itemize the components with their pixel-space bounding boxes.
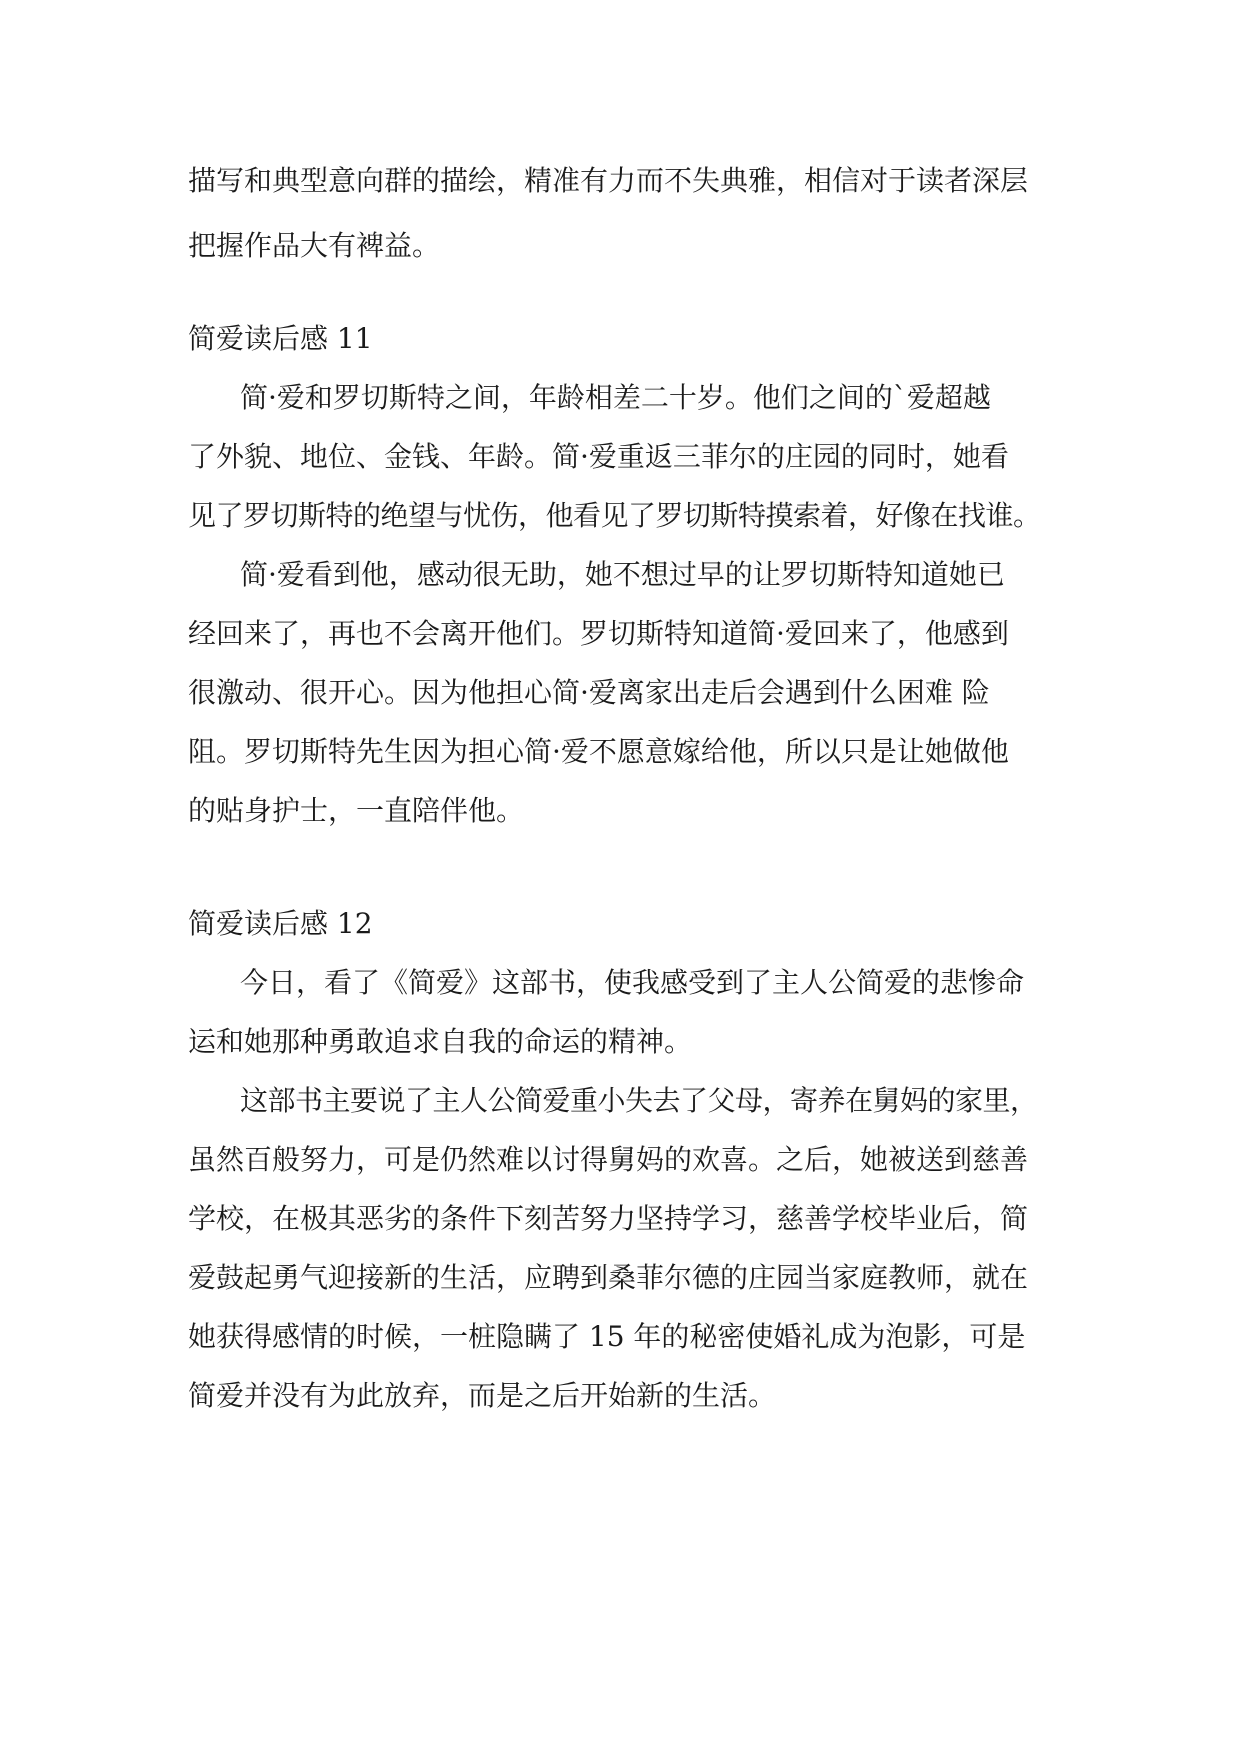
section-12-title: 简爱读后感 12 [188, 907, 373, 940]
s12-p2-line-2: 虽然百般努力，可是仍然难以讨得舅妈的欢喜。之后，她被送到慈善 [188, 1143, 1029, 1176]
s11-p1-line-1: 简·爱和罗切斯特之间，年龄相差二十岁。他们之间的`爱超越 [240, 381, 991, 414]
s11-p2-line-1: 简·爱看到他，感动很无助，她不想过早的让罗切斯特知道她已 [240, 558, 1005, 591]
s11-p1-line-3: 见了罗切斯特的绝望与忧伤，他看见了罗切斯特摸索着，好像在找谁。 [188, 499, 1041, 532]
s12-p2-line-3: 学校，在极其恶劣的条件下刻苦努力坚持学习，慈善学校毕业后，简 [188, 1202, 1029, 1235]
s12-p2-line-1: 这部书主要说了主人公简爱重小失去了父母，寄养在舅妈的家里， [240, 1084, 1038, 1117]
intro-line-2: 把握作品大有裨益。 [188, 229, 441, 262]
s11-p2-line-5: 的贴身护士，一直陪伴他。 [188, 794, 525, 827]
s11-p2-line-3: 很激动、很开心。因为他担心简·爱离家出走后会遇到什么困难 险 [188, 676, 990, 709]
s11-p1-line-2: 了外貌、地位、金钱、年龄。简·爱重返三菲尔的庄园的同时，她看 [188, 440, 1009, 473]
s12-p1-line-2: 运和她那种勇敢追求自我的命运的精神。 [188, 1025, 693, 1058]
s12-p2-line-4: 爱鼓起勇气迎接新的生活，应聘到桑菲尔德的庄园当家庭教师，就在 [188, 1261, 1029, 1294]
s11-p2-line-4: 阻。罗切斯特先生因为担心简·爱不愿意嫁给他，所以只是让她做他 [188, 735, 1009, 768]
s12-p2-line-5: 她获得感情的时候，一桩隐瞒了 15 年的秘密使婚礼成为泡影，可是 [188, 1320, 1026, 1353]
intro-line-1: 描写和典型意向群的描绘，精准有力而不失典雅，相信对于读者深层 [188, 164, 1029, 197]
s12-p1-line-1: 今日，看了《简爱》这部书，使我感受到了主人公简爱的悲惨命 [240, 966, 1025, 999]
section-11-title: 简爱读后感 11 [188, 322, 373, 355]
s11-p2-line-2: 经回来了，再也不会离开他们。罗切斯特知道简·爱回来了，他感到 [188, 617, 1009, 650]
s12-p2-line-6: 简爱并没有为此放弃，而是之后开始新的生活。 [188, 1379, 777, 1412]
